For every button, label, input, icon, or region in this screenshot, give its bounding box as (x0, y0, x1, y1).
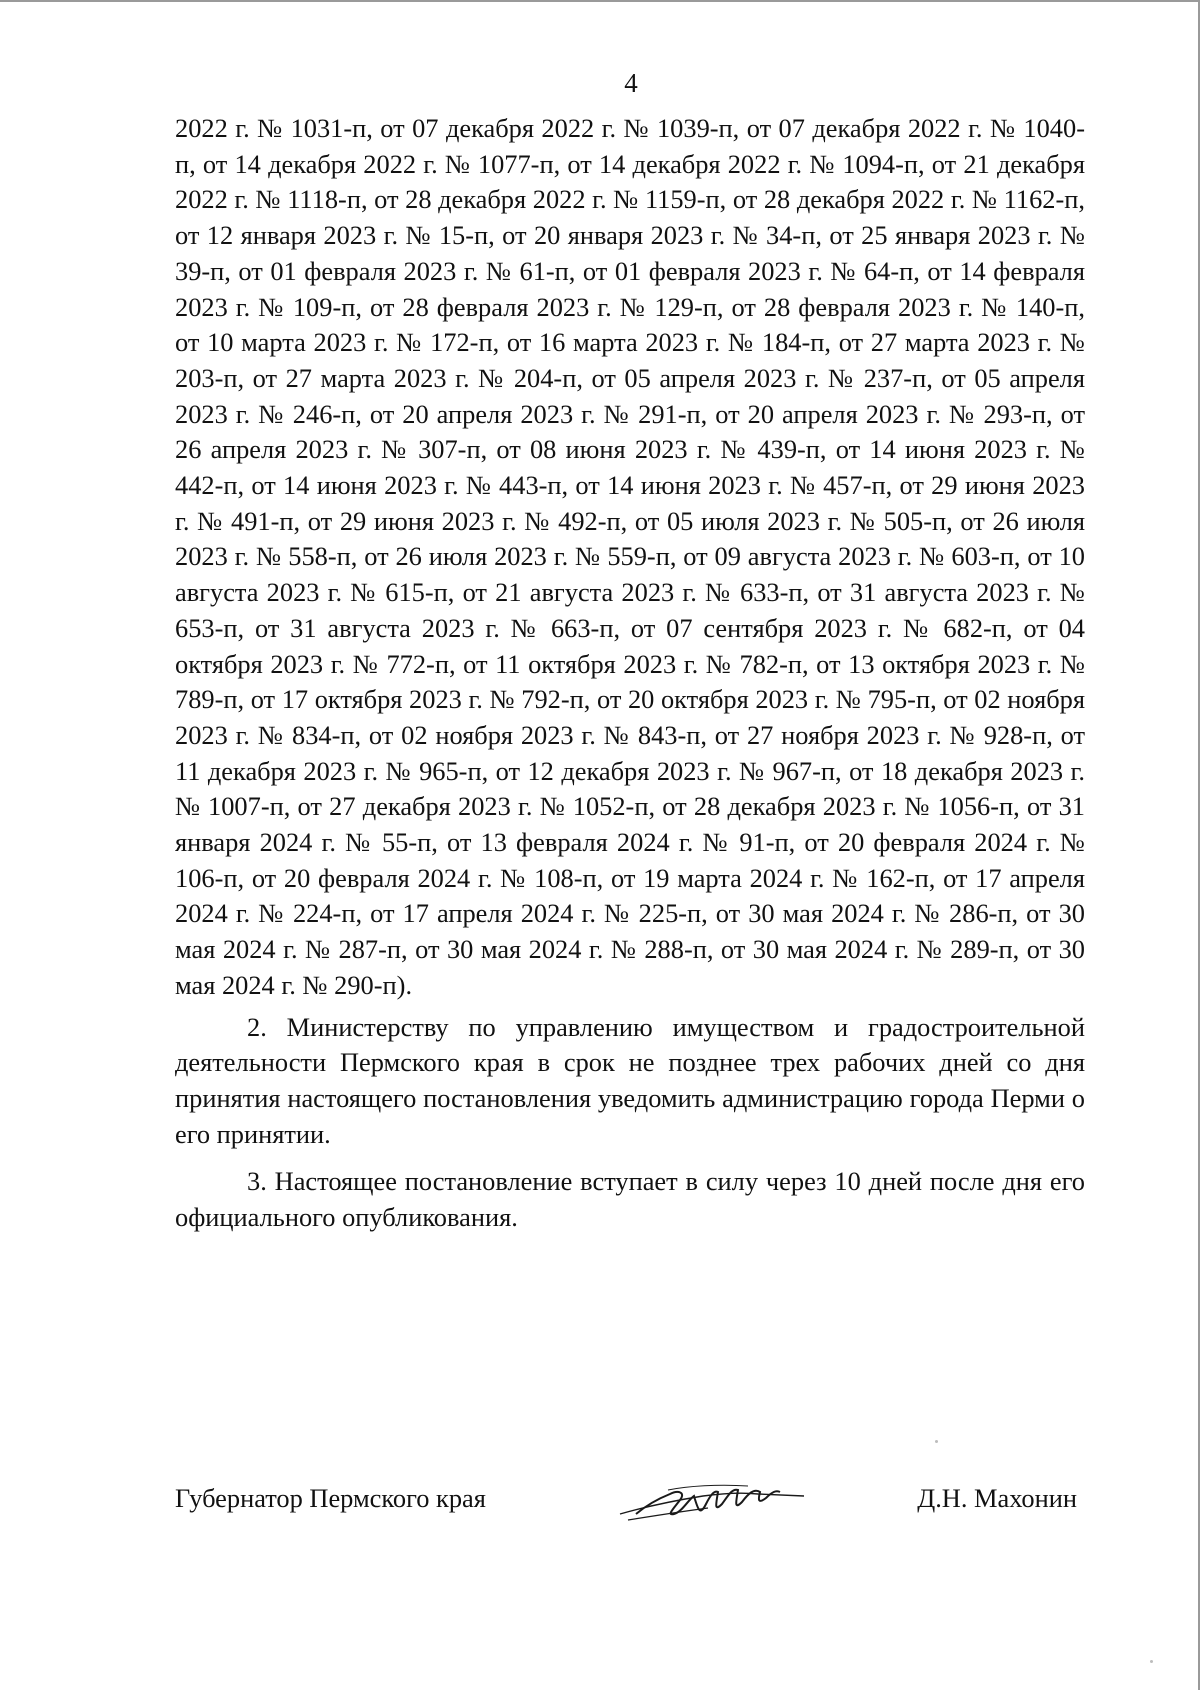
signature-block (175, 1480, 1085, 1540)
signatory-position: Губернатор Пермского края (175, 1483, 486, 1513)
page-number: 4 (624, 68, 638, 98)
signatory-name: Д.Н. Махонин (917, 1483, 1077, 1513)
scan-speck (935, 1440, 938, 1443)
document-body (175, 111, 1085, 1236)
handwritten-signature (608, 1470, 808, 1530)
paragraph-list-continuation: 2022 г. № 1031-п, от 07 декабря 2022 г. № 1039-п, от 07 декабря 2022 г. № 1040-п, от 14 декабря 2022 г. № 1077-п, от 14 декабря 2022 г. № 1094-п, от 21 декабря 2022 г. № 1118-п, от 28 декабря 2022 г. № 1159-п, от 28 декабря 2022 г. № 1162-п, от 12 января 2023 г. № 15-п, от 20 января 2023 г. № 34-п, от 25 января 2023 г. № 39-п, от 01 февраля 2023 г. № 61-п, от 01 февраля 2023 г. № 64-п, от 14 февраля 2023 г. № 109-п, от 28 февраля 2023 г. № 129-п, от 28 февраля 2023 г. № 140-п, от 10 марта 2023 г. № 172-п, от 16 марта 2023 г. № 184-п, от 27 марта 2023 г. № 203-п, от 27 марта 2023 г. № 204-п, от 05 апреля 2023 г. № 237-п, от 05 апреля 2023 г. № 246-п, от 20 апреля 2023 г. № 291-п, от 20 апреля 2023 г. № 293-п, от 26 апреля 2023 г. № 307-п, от 08 июня 2023 г. № 439-п, от 14 июня 2023 г. № 442-п, от 14 июня 2023 г. № 443-п, от 14 июня 2023 г. № 457-п, от 29 июня 2023 г. № 491-п, от 29 июня 2023 г. № 492-п, от 05 июля 2023 г. № 505-п, от 26 июля 2023 г. № 558-п, от 26 июля 2023 г. № 559-п, от 09 августа 2023 г. № 603-п, от 10 августа 2023 г. № 615-п, от 21 августа 2023 г. № 633-п, от 31 августа 2023 г. № 653-п, от 31 августа 2023 г. № 663-п, от 07 сентября 2023 г. № 682-п, от 04 октября 2023 г. № 772-п, от 11 октября 2023 г. № 782-п, от 13 октября 2023 г. № 789-п, от 17 октября 2023 г. № 792-п, от 20 октября 2023 г. № 795-п, от 02 ноября 2023 г. № 834-п, от 02 ноября 2023 г. № 843-п, от 27 ноября 2023 г. № 928-п, от 11 декабря 2023 г. № 965-п, от 12 декабря 2023 г. № 967-п, от 18 декабря 2023 г. № 1007-п, от 27 декабря 2023 г. № 1052-п, от 28 декабря 2023 г. № 1056-п, от 31 января 2024 г. № 55-п, от 13 февраля 2024 г. № 91-п, от 20 февраля 2024 г. № 106-п, от 20 февраля 2024 г. № 108-п, от 19 марта 2024 г. № 162-п, от 17 апреля 2024 г. № 224-п, от 17 апреля 2024 г. № 225-п, от 30 мая 2024 г. № 286-п, от 30 мая 2024 г. № 287-п, от 30 мая 2024 г. № 288-п, от 30 мая 2024 г. № 289-п, от 30 мая 2024 г. № 290-п). (175, 113, 1085, 1000)
scan-edge-top (0, 0, 1200, 2)
scan-speck (1150, 1660, 1153, 1663)
paragraph-2: 2. Министерству по управлению имуществом и градостроительной деятельности Пермского края в срок не позднее трех рабочих дней со дня принятия настоящего постановления уведомить администрацию города Перми о его принятии. (175, 1011, 1085, 1149)
paragraph-3: 3. Настоящее постановление вступает в силу через 10 дней после дня его официального опубликования. (175, 1166, 1085, 1233)
